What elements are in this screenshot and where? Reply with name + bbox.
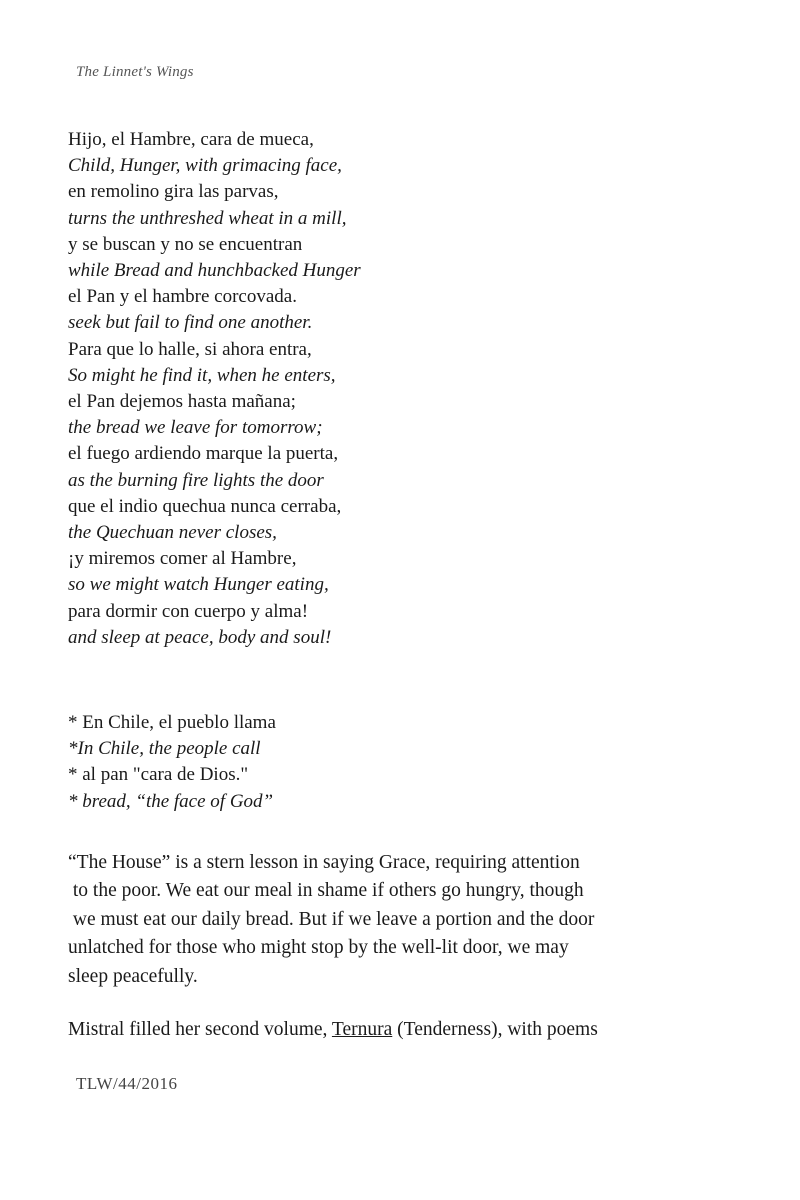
footnote-line: * En Chile, el pueblo llama <box>68 712 276 733</box>
poem-line: el fuego ardiendo marque la puerta, <box>68 443 339 465</box>
book-title: Ternura <box>331 1019 393 1040</box>
commentary-paragraph <box>68 849 748 991</box>
poem-line: para dormir con cuerpo y alma! <box>68 600 309 622</box>
footnote-line: *In Chile, the people call <box>68 738 261 760</box>
poem-line: el Pan dejemos hasta mañana; <box>68 391 296 413</box>
footnote-line: * al pan "cara de Dios." <box>68 764 249 786</box>
poem-line: turns the unthreshed wheat in a mill, <box>68 207 347 229</box>
footnote-line: * bread, “the face of God” <box>68 790 274 812</box>
poem-line: seek but fail to find one another. <box>68 312 313 334</box>
next-paragraph <box>68 1016 748 1044</box>
poem-line: So might he find it, when he enters, <box>68 364 336 386</box>
poem-line: Hijo, el Hambre, cara de mueca, <box>68 129 314 150</box>
poem-line: while Bread and hunchbacked Hunger <box>68 260 361 282</box>
commentary-line: unlatched for those who might stop by the well-lit door, we may <box>68 937 569 959</box>
running-title: The Linnet's Wings <box>76 64 194 80</box>
poem-line: que el indio quechua nunca cerraba, <box>68 495 342 517</box>
poem-line: the Quechuan never closes, <box>68 522 277 544</box>
footnotes <box>68 710 728 815</box>
next-paragraph-tail: (Tenderness), with poems <box>392 1019 598 1040</box>
poem-line: and sleep at peace, body and soul! <box>68 626 332 648</box>
commentary-line: we must eat our daily bread. But if we leave a portion and the door <box>68 908 595 930</box>
poem-line: y se buscan y no se encuentran <box>68 233 303 255</box>
poem-line: Para que lo halle, si ahora entra, <box>68 338 312 360</box>
poem-line: Child, Hunger, with grimacing face, <box>68 155 342 177</box>
next-paragraph-lead: Mistral filled her second volume, <box>68 1019 332 1040</box>
commentary-line: sleep peacefully. <box>68 965 198 987</box>
poem-line: ¡y miremos comer al Hambre, <box>68 548 297 570</box>
poem-line: el Pan y el hambre corcovada. <box>68 286 297 308</box>
page-code: TLW/44/2016 <box>76 1074 178 1093</box>
poem-line: en remolino gira las parvas, <box>68 181 279 203</box>
commentary-line: to the poor. We eat our meal in shame if others go hungry, though <box>68 880 584 902</box>
poem-line: so we might watch Hunger eating, <box>68 574 329 596</box>
commentary-line: “The House” is a stern lesson in saying Grace, requiring attention <box>68 852 580 873</box>
poem-line: the bread we leave for tomorrow; <box>68 417 323 439</box>
poem <box>68 127 728 651</box>
poem-line: as the burning fire lights the door <box>68 469 324 491</box>
